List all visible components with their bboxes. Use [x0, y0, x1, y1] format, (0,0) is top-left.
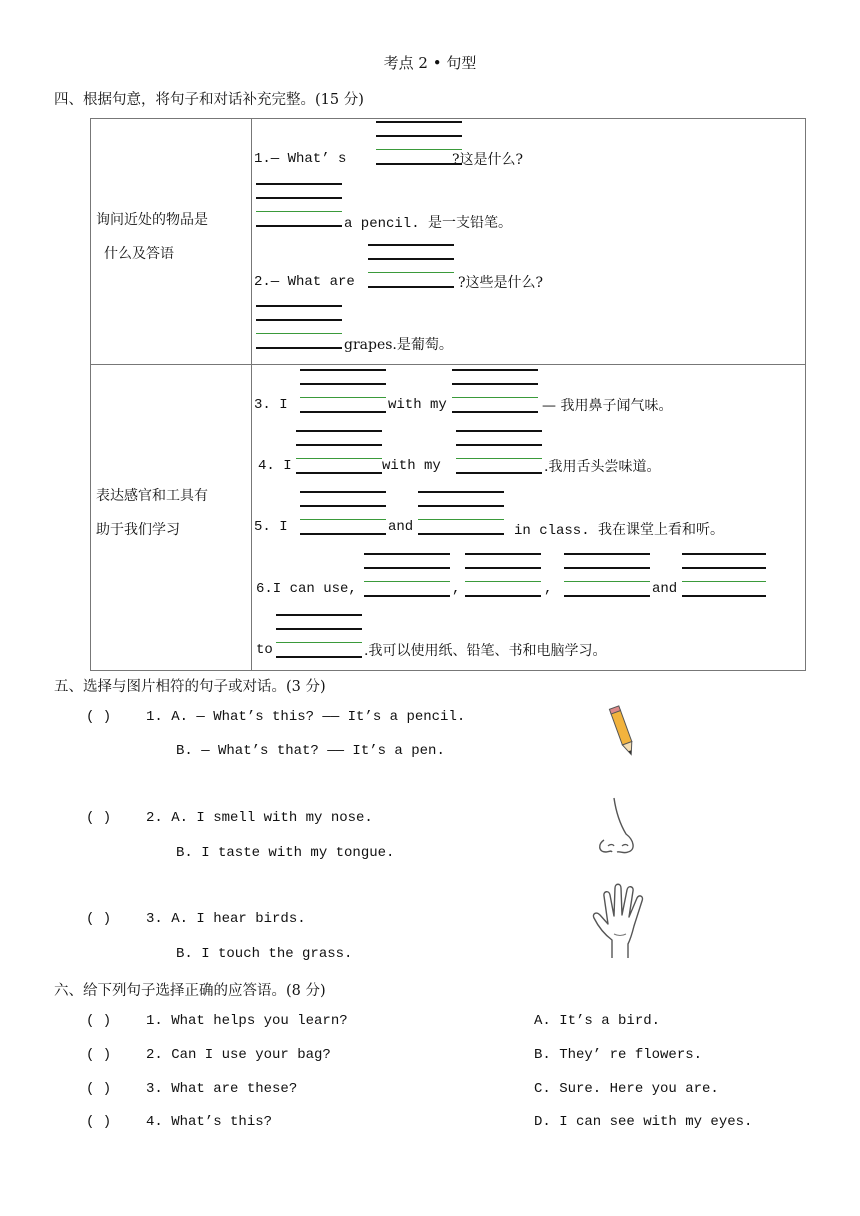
answer-blank[interactable]	[300, 489, 386, 535]
q5-suffix: in class. 我在课堂上看和听。	[514, 523, 725, 539]
category-cell-2	[91, 365, 252, 671]
answer-blank[interactable]	[256, 303, 342, 349]
q6b-prefix: to	[256, 642, 273, 658]
content-cell-1	[252, 119, 806, 365]
q5-mid: and	[388, 519, 414, 535]
answer-blank[interactable]	[296, 428, 382, 474]
choice-a: 2. A. I smell with my nose.	[146, 810, 373, 826]
category-line: 助于我们学习	[96, 522, 180, 538]
answer-option: B. They’ re flowers.	[534, 1047, 703, 1063]
question: 2. Can I use your bag?	[146, 1047, 331, 1063]
answer-paren[interactable]: ( )	[86, 1013, 112, 1029]
answer-blank[interactable]	[300, 367, 386, 413]
choice-a: 1. A. — What’s this? —— It’s a pencil.	[146, 709, 466, 725]
q6-comma: ,	[452, 581, 461, 597]
choice-b: B. I touch the grass.	[176, 946, 353, 962]
category-line: 表达感官和工具有	[96, 488, 208, 504]
answer-option: D. I can see with my eyes.	[534, 1114, 753, 1130]
choice-a: 3. A. I hear birds.	[146, 911, 306, 927]
q4-suffix: .我用舌头尝味道。	[544, 459, 661, 475]
q4-mid: with my	[382, 458, 441, 474]
choice-b: B. I taste with my tongue.	[176, 845, 395, 861]
answer-blank[interactable]	[276, 612, 362, 658]
answer-paren[interactable]: ( )	[86, 709, 112, 725]
answer-paren[interactable]: ( )	[86, 911, 112, 927]
page-title: 考点 2 • 句型	[383, 54, 477, 72]
answer-blank[interactable]	[456, 428, 542, 474]
answer-blank[interactable]	[564, 551, 650, 597]
q2-prefix: 2.— What are	[254, 274, 355, 290]
section4-heading: 四、根据句意，将句子和对话补充完整。(15 分)	[54, 92, 364, 108]
answer-blank[interactable]	[418, 489, 504, 535]
q1-prefix: 1.— What’ s	[254, 151, 347, 167]
answer-blank[interactable]	[465, 551, 541, 597]
nose-icon	[590, 796, 644, 860]
q5-prefix: 5. I	[254, 519, 288, 535]
content-cell-2	[252, 365, 806, 671]
answer-option: A. It’s a bird.	[534, 1013, 661, 1029]
answer-blank[interactable]	[376, 119, 462, 165]
section6-heading: 六、给下列句子选择正确的应答语。(8 分)	[54, 983, 326, 999]
q2-suffix: ?这些是什么?	[458, 275, 544, 291]
question: 1. What helps you learn?	[146, 1013, 348, 1029]
q2b-suffix: grapes.是葡萄。	[344, 337, 453, 353]
answer-blank[interactable]	[256, 181, 342, 227]
q1-suffix: ?这是什么?	[452, 152, 524, 168]
category-line: 询问近处的物品是	[96, 212, 208, 228]
question: 3. What are these?	[146, 1081, 298, 1097]
answer-blank[interactable]	[368, 242, 454, 288]
q6-comma: ,	[544, 581, 553, 597]
question: 4. What’s this?	[146, 1114, 273, 1130]
q3-suffix: — 我用鼻子闻气味。	[542, 398, 673, 414]
category-line: 什么及答语	[104, 246, 174, 262]
q6b-suffix: .我可以使用纸、铅笔、书和电脑学习。	[364, 643, 607, 659]
answer-blank[interactable]	[452, 367, 538, 413]
answer-option: C. Sure. Here you are.	[534, 1081, 719, 1097]
pencil-icon	[608, 704, 638, 760]
answer-paren[interactable]: ( )	[86, 1081, 112, 1097]
category-cell-1	[91, 119, 252, 365]
q3-mid: with my	[388, 397, 447, 413]
answer-blank[interactable]	[682, 551, 766, 597]
section5-heading: 五、选择与图片相符的句子或对话。(3 分)	[54, 679, 326, 695]
fill-in-table	[90, 118, 806, 671]
choice-b: B. — What’s that? —— It’s a pen.	[176, 743, 445, 759]
q4-prefix: 4. I	[258, 458, 292, 474]
answer-paren[interactable]: ( )	[86, 810, 112, 826]
hand-icon	[590, 878, 656, 960]
q6-prefix: 6.I can use,	[256, 581, 357, 597]
answer-paren[interactable]: ( )	[86, 1047, 112, 1063]
answer-blank[interactable]	[364, 551, 450, 597]
q6-and: and	[652, 581, 678, 597]
answer-paren[interactable]: ( )	[86, 1114, 112, 1130]
q1b-suffix: a pencil. 是一支铅笔。	[344, 216, 513, 232]
q3-prefix: 3. I	[254, 397, 288, 413]
